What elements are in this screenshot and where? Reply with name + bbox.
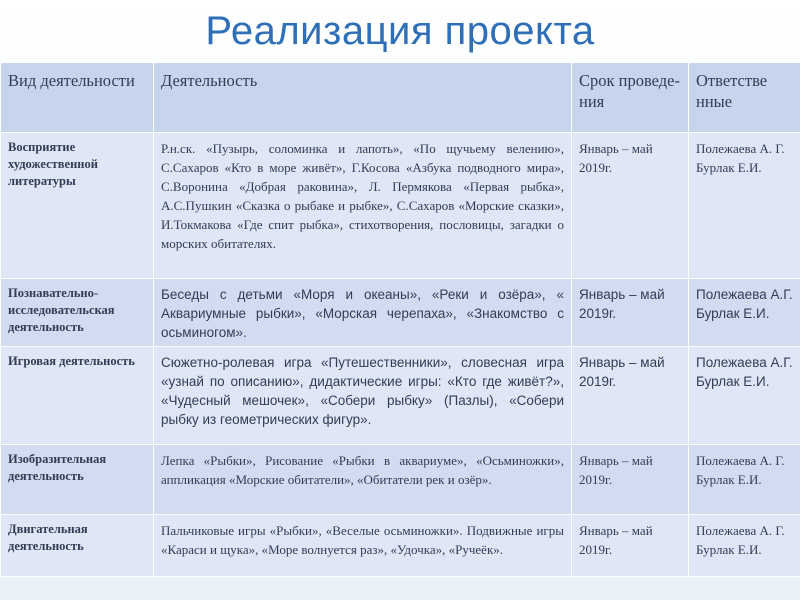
header-activity: Деятельность	[154, 63, 572, 133]
row-kind: Изобразительная деятельность	[1, 445, 154, 515]
row-date: Январь – май 2019г.	[572, 515, 689, 577]
responsible-name-1: Полежаева А.Г.	[696, 287, 793, 302]
row-kind: Двигательная деятельность	[1, 515, 154, 577]
row-date: Январь – май 2019г.	[572, 133, 689, 279]
table-row	[1, 445, 800, 515]
responsible-name-2: Бурлак Е.И.	[696, 374, 770, 389]
row-kind: Игровая деятельность	[1, 347, 154, 445]
responsible-name-2: Бурлак Е.И.	[696, 542, 762, 557]
row-responsible	[689, 445, 800, 515]
responsible-name-2: Бурлак Е.И.	[696, 160, 762, 175]
responsible-name-1: Полежаева А. Г.	[696, 141, 785, 156]
responsible-name-2: Бурлак Е.И.	[696, 472, 762, 487]
header-date: Срок проведе-ния	[572, 63, 689, 133]
row-date: Январь – май 2019г.	[572, 347, 689, 445]
responsible-name-1: Полежаева А.Г.	[696, 355, 793, 370]
header-kind: Вид деятельности	[1, 63, 154, 133]
row-date: Январь – май 2019г.	[572, 445, 689, 515]
table-row	[1, 133, 800, 279]
responsible-name-1: Полежаева А. Г.	[696, 453, 785, 468]
table-row	[1, 515, 800, 577]
row-activity: Беседы с детьми «Моря и океаны», «Реки и озёра», « Аквариумные рыбки», «Морская черепаха», «Знакомство с осьминогом».	[154, 279, 572, 347]
row-activity: Пальчиковые игры «Рыбки», «Веселые осьминожки». Подвижные игры «Караси и щука», «Море волнуется раз», «Удочка», «Ручеёк».	[154, 515, 572, 577]
responsible-name-1: Полежаева А. Г.	[696, 523, 785, 538]
row-responsible	[689, 279, 800, 347]
row-kind: Восприятие художественной литературы	[1, 133, 154, 279]
row-kind: Познавательно-исследовательская деятельность	[1, 279, 154, 347]
row-date: Январь – май 2019г.	[572, 279, 689, 347]
row-responsible	[689, 347, 800, 445]
header-responsible: Ответстве нные	[689, 63, 800, 133]
row-activity: Сюжетно-ролевая игра «Путешественники», словесная игра «узнай по описанию», дидактические игры: «Кто где живёт?», «Чудесный мешочек», «Собери рыбку» (Пазлы), «Собери рыбку из геометрических фигур».	[154, 347, 572, 445]
table-row	[1, 347, 800, 445]
project-table	[0, 62, 800, 577]
row-responsible	[689, 515, 800, 577]
table-row	[1, 279, 800, 347]
responsible-name-2: Бурлак Е.И.	[696, 306, 770, 321]
row-responsible	[689, 133, 800, 279]
page-title: Реализация проекта	[205, 8, 595, 53]
table-header-row	[1, 63, 800, 133]
row-activity: Р.н.ск. «Пузырь, соломинка и лапоть», «По щучьему велению», С.Сахаров «Кто в море живёт», Г.Косова «Азбука подводного мира», С.Воронина «Добрая раковина», Л. Пермякова «Первая рыбка», А.С.Пушкин «Сказка о рыбаке и рыбке», С.Сахаров «Морские сказки», И.Токмакова «Где спит рыбка», стихотворения, пословицы, загадки о морских обитателях.	[154, 133, 572, 279]
row-activity: Лепка «Рыбки», Рисование «Рыбки в аквариуме», «Осьминожки», аппликация «Морские обитатели», «Обитатели рек и озёр».	[154, 445, 572, 515]
